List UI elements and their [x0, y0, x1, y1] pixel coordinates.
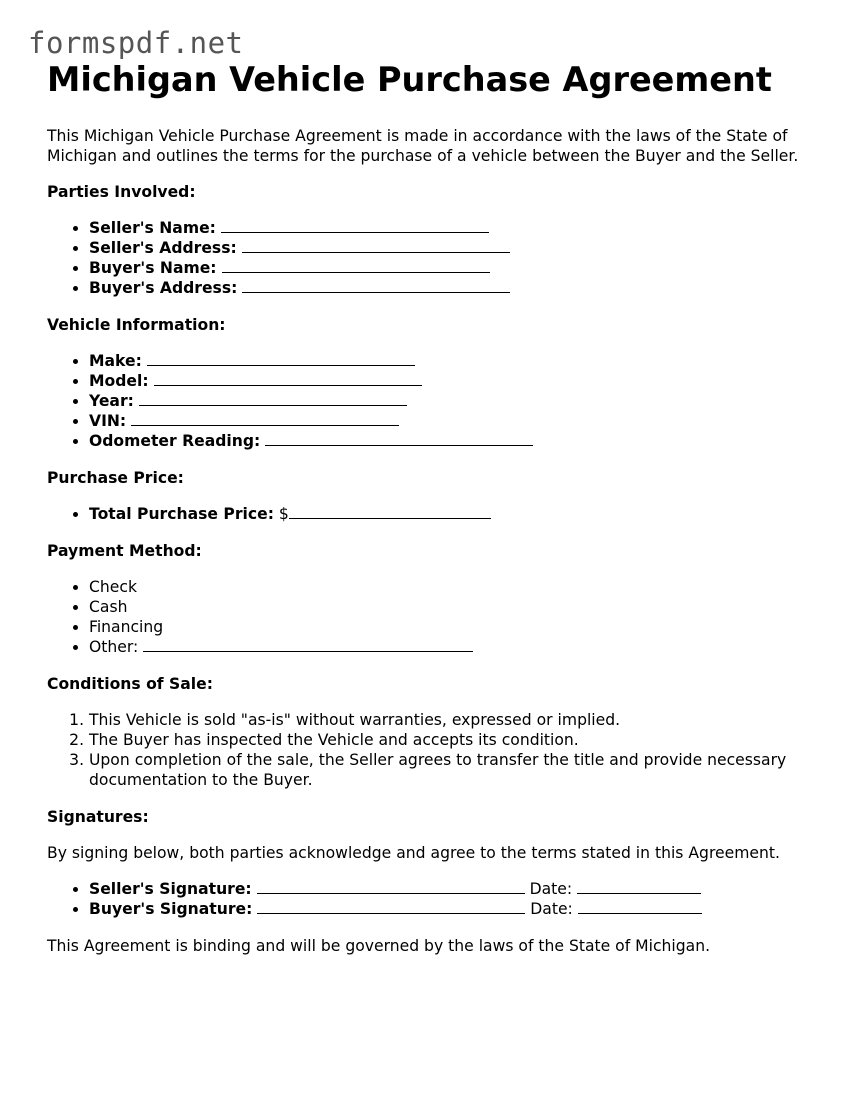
seller-date-label: Date: — [529, 880, 573, 898]
seller-name-field[interactable] — [221, 218, 489, 233]
parties-heading: Parties Involved: — [47, 183, 196, 201]
payment-list — [47, 577, 827, 657]
buyer-address-label: Buyer's Address: — [89, 279, 238, 297]
odometer-label: Odometer Reading: — [89, 432, 261, 450]
list-item: 3. Upon completion of the sale, the Seller agrees to transfer the title and provide necessary documentation to the Buyer. — [89, 750, 827, 790]
payment-heading: Payment Method: — [47, 542, 202, 560]
closing-paragraph: This Agreement is binding and will be governed by the laws of the State of Michigan. — [47, 937, 711, 955]
vehicle-list — [47, 351, 827, 451]
list-item — [89, 879, 827, 899]
make-field[interactable] — [147, 351, 415, 366]
seller-date-field[interactable] — [577, 879, 701, 894]
list-item — [89, 431, 827, 451]
currency-symbol: $ — [278, 505, 289, 523]
parties-list — [47, 218, 827, 298]
vin-field[interactable] — [131, 411, 399, 426]
list-item — [89, 371, 827, 391]
buyer-signature-field[interactable] — [257, 899, 525, 914]
model-field[interactable] — [154, 371, 422, 386]
list-item — [89, 411, 827, 431]
buyer-signature-label: Buyer's Signature: — [89, 900, 253, 918]
year-label: Year: — [89, 392, 134, 410]
list-item — [89, 504, 827, 524]
signatures-list — [47, 879, 827, 919]
seller-address-field[interactable] — [242, 238, 510, 253]
payment-check: Check — [89, 578, 137, 596]
intro-paragraph: This Michigan Vehicle Purchase Agreement is made in accordance with the laws of the State of Michigan and outlines the terms for the purchase of a vehicle between the Buyer and the Seller. — [47, 127, 799, 165]
seller-signature-field[interactable] — [257, 879, 525, 894]
list-item — [89, 258, 827, 278]
document — [47, 58, 827, 972]
payment-other-field[interactable] — [143, 637, 473, 652]
make-label: Make: — [89, 352, 142, 370]
list-item — [89, 899, 827, 919]
price-heading: Purchase Price: — [47, 469, 184, 487]
list-item — [89, 218, 827, 238]
page-title: Michigan Vehicle Purchase Agreement — [47, 60, 772, 99]
list-item — [89, 577, 827, 597]
price-list — [47, 504, 827, 524]
buyer-name-label: Buyer's Name: — [89, 259, 217, 277]
list-item — [89, 597, 827, 617]
vin-label: VIN: — [89, 412, 127, 430]
payment-cash: Cash — [89, 598, 128, 616]
payment-financing: Financing — [89, 618, 164, 636]
total-price-field[interactable] — [289, 504, 491, 519]
conditions-list — [47, 710, 827, 790]
odometer-field[interactable] — [265, 431, 533, 446]
list-item — [89, 637, 827, 657]
list-item — [89, 238, 827, 258]
buyer-date-field[interactable] — [578, 899, 702, 914]
vehicle-heading: Vehicle Information: — [47, 316, 226, 334]
seller-address-label: Seller's Address: — [89, 239, 237, 257]
conditions-heading: Conditions of Sale: — [47, 675, 213, 693]
list-item: 2. The Buyer has inspected the Vehicle and accepts its condition. — [89, 730, 827, 750]
watermark: formspdf.net — [28, 26, 244, 60]
buyer-address-field[interactable] — [242, 278, 510, 293]
total-price-label: Total Purchase Price: — [89, 505, 274, 523]
signatures-text: By signing below, both parties acknowledge and agree to the terms stated in this Agreement. — [47, 844, 780, 862]
buyer-date-label: Date: — [530, 900, 573, 918]
list-item — [89, 391, 827, 411]
list-item: 1. This Vehicle is sold "as-is" without warranties, expressed or implied. — [89, 710, 827, 730]
buyer-name-field[interactable] — [222, 258, 490, 273]
list-item — [89, 351, 827, 371]
seller-signature-label: Seller's Signature: — [89, 880, 252, 898]
list-item — [89, 617, 827, 637]
model-label: Model: — [89, 372, 149, 390]
seller-name-label: Seller's Name: — [89, 219, 216, 237]
signatures-heading: Signatures: — [47, 808, 149, 826]
list-item — [89, 278, 827, 298]
payment-other-label: Other: — [89, 638, 139, 656]
year-field[interactable] — [139, 391, 407, 406]
